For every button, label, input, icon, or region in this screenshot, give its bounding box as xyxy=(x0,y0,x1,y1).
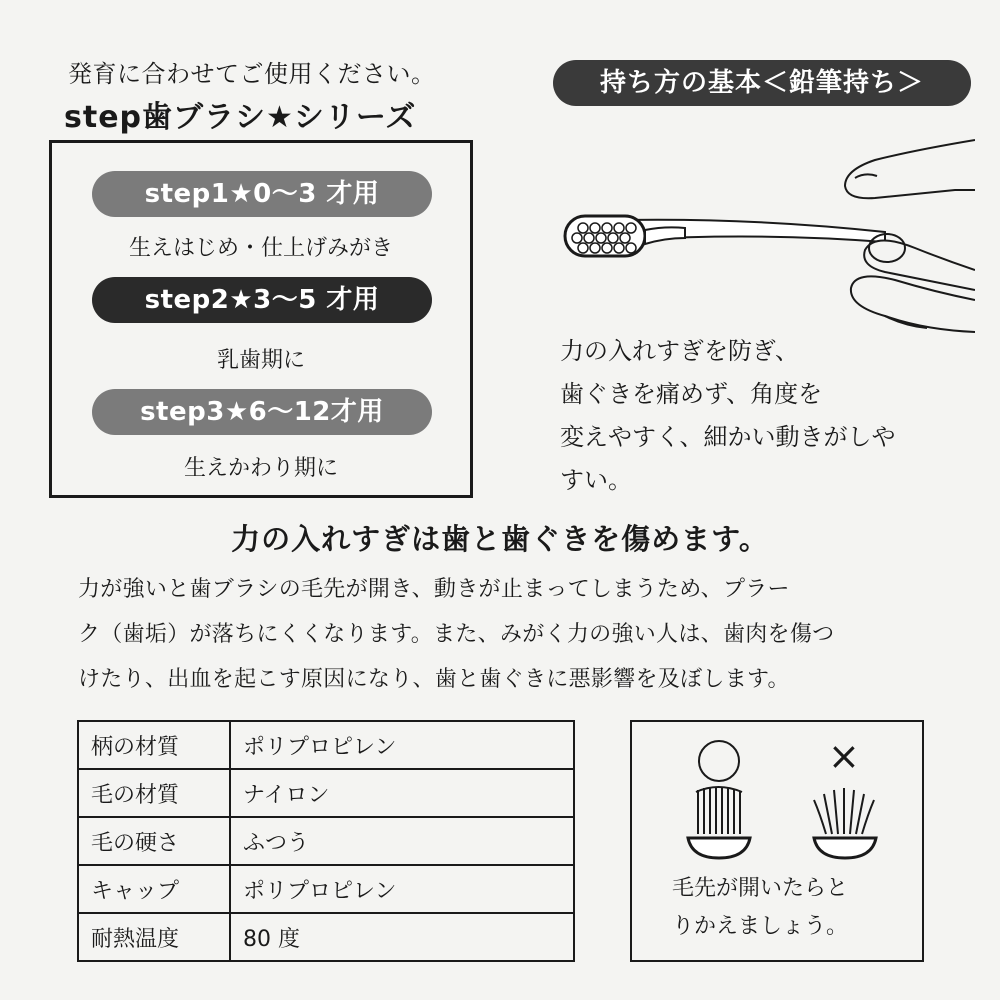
step3-description: 生えかわり期に xyxy=(183,456,338,481)
table-row xyxy=(78,721,574,769)
spec-value: ふつう xyxy=(230,817,574,865)
ng-cross-icon: × xyxy=(828,734,860,778)
holding-line-1: 力の入れすぎを防ぎ、 xyxy=(560,337,800,365)
table-row xyxy=(78,913,574,961)
spec-key: 毛の材質 xyxy=(78,769,230,817)
step2-pill: step2★3～5 才用 xyxy=(92,277,432,323)
spec-table xyxy=(77,720,575,962)
holding-description xyxy=(560,330,990,502)
step2-description: 乳歯期に xyxy=(216,348,305,373)
holding-line-3: 変えやすく、細かい動きがしや xyxy=(560,423,896,451)
spec-value: 80 度 xyxy=(230,913,574,961)
intro-text: 発育に合わせてご使用ください。 xyxy=(68,60,436,88)
warning-line-2: ク（歯垢）が落ちにくくなります。また、みがく力の強い人は、歯肉を傷つ xyxy=(78,622,835,647)
spec-value: ポリプロピレン xyxy=(230,865,574,913)
replace-guide-box xyxy=(630,720,924,962)
spec-key: キャップ xyxy=(78,865,230,913)
spec-key: 柄の材質 xyxy=(78,721,230,769)
warning-line-1: 力が強いと歯ブラシの毛先が開き、動きが止まってしまうため、プラー xyxy=(78,577,790,602)
warning-line-3: けたり、出血を起こす原因になり、歯と歯ぐきに悪影響を及ぼします。 xyxy=(78,667,790,692)
step1-description: 生えはじめ・仕上げみがき xyxy=(128,236,393,261)
step-series-box xyxy=(49,140,473,498)
table-row xyxy=(78,817,574,865)
step3-pill: step3★6～12才用 xyxy=(92,389,432,435)
holding-heading: 持ち方の基本＜鉛筆持ち＞ xyxy=(553,60,971,106)
pencil-grip-illustration xyxy=(555,120,975,340)
spec-key: 耐熱温度 xyxy=(78,913,230,961)
replace-text xyxy=(672,870,912,946)
table-row xyxy=(78,865,574,913)
replace-line-1: 毛先が開いたらと xyxy=(672,876,849,901)
table-row xyxy=(78,769,574,817)
holding-line-4: すい。 xyxy=(560,466,632,494)
step1-pill: step1★0～3 才用 xyxy=(92,171,432,217)
spec-key: 毛の硬さ xyxy=(78,817,230,865)
spec-value: ナイロン xyxy=(230,769,574,817)
spec-value: ポリプロピレン xyxy=(230,721,574,769)
warning-heading: 力の入れすぎは歯と歯ぐきを傷めます。 xyxy=(231,522,769,556)
holding-line-2: 歯ぐきを痛めず、角度を xyxy=(560,380,823,408)
series-title: step歯ブラシ★シリーズ xyxy=(64,100,417,135)
good-bristles-icon xyxy=(684,784,754,864)
warning-body xyxy=(78,567,938,702)
ok-circle-icon xyxy=(698,740,740,782)
replace-line-2: りかえましょう。 xyxy=(672,914,849,939)
splayed-bristles-icon xyxy=(810,784,880,864)
